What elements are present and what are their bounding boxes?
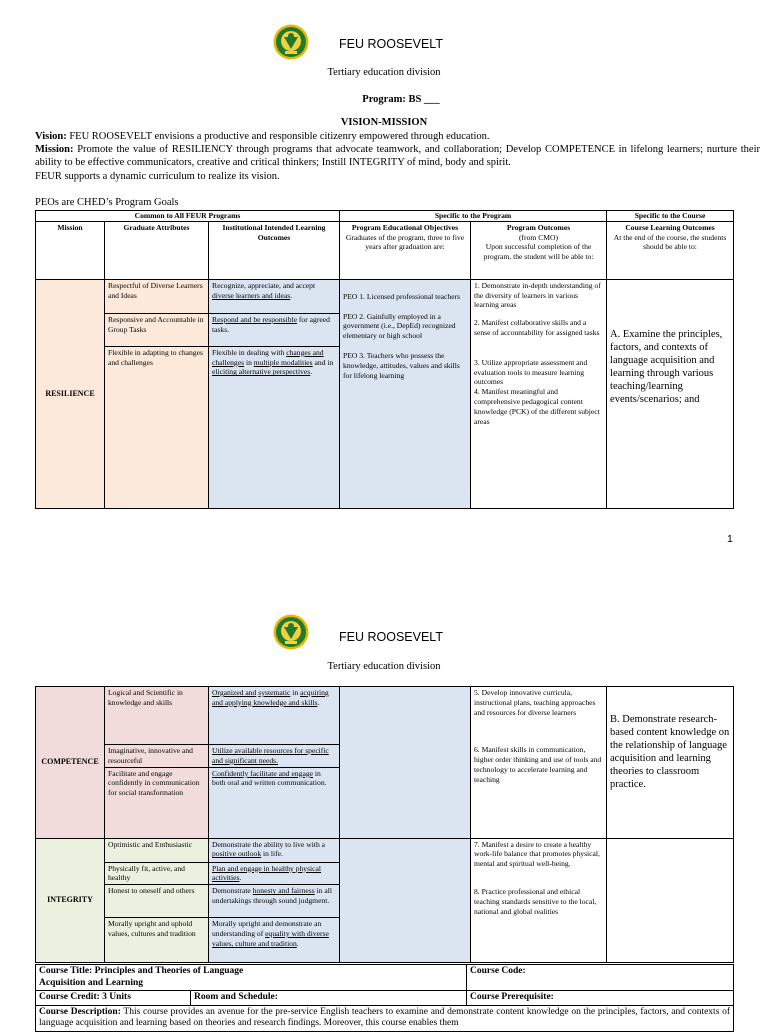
outcomes-table-part1	[35, 210, 734, 509]
ilo-text: Demonstrate the ability to live with a	[212, 839, 326, 849]
vision-text: FEU ROOSEVELT envisions a productive and responsible citizenry empowered through education.	[66, 131, 490, 142]
peo-item: PEO 1. Licensed professional teachers	[343, 291, 461, 301]
ga-cell: Flexible in adapting to changes and challenges	[105, 346, 209, 508]
ilo-keyword: Confidently facilitate and engage	[212, 768, 313, 778]
ilo-text: and in	[312, 357, 334, 367]
ga-cell: Facilitate and engage confidently in communication for social transformation	[105, 767, 209, 838]
vision-label: Vision:	[35, 131, 67, 142]
ilo-cell	[209, 767, 340, 838]
po-item: 6. Manifest skills in communication, higher order thinking and use of tools and technology to accelerate learning and teaching	[474, 745, 602, 784]
col-clo-title: Course Learning Outcomes	[625, 222, 715, 232]
feur-support-text: FEUR supports a dynamic curriculum to realize its vision.	[35, 171, 280, 182]
course-description-text: This course provides an avenue for the pre-service English teachers to examine and demonstrate content knowledge on the principles, factors, and contexts of language acquisition and learning based on theories and research findings. Moreover, this course enables them	[39, 1006, 731, 1028]
ilo-keyword: Organized and	[212, 688, 257, 697]
peo-cell-empty	[340, 687, 471, 839]
ilo-text: in	[244, 357, 254, 367]
po-item: 5. Develop innovative curricula, instructional plans, teaching approaches and resources for diverse learners	[474, 688, 596, 717]
mission-text: Promote the value of RESILIENCY through programs that advocate teamwork, and collaboration; Develop COMPETENCE in lifelong learners; nurture their ability to be effective communicators, creative and critical thinkers; Instill INTEGRITY of mind, body and spirit.	[35, 144, 760, 168]
ilo-keyword: acquiring and applying knowledge and skills	[212, 688, 329, 707]
mission-integrity: INTEGRITY	[36, 838, 105, 963]
po-cell	[471, 279, 607, 508]
col-peo-title: Program Educational Objectives	[351, 222, 459, 232]
ilo-text: Recognize, appreciate, and accept	[212, 280, 316, 290]
ilo-cell	[209, 862, 340, 885]
ilo-keyword: eliciting alternative perspectives	[212, 367, 311, 377]
col-po-title: Program Outcomes	[506, 222, 571, 232]
po-item: 7. Manifest a desire to create a healthy work-life balance that promotes physical, mental and spiritual well-being.	[474, 839, 600, 869]
feu-roosevelt-logo	[273, 614, 309, 650]
vision-paragraph	[35, 130, 760, 143]
program-label: Program: BS ___	[362, 94, 440, 105]
course-info-table	[35, 964, 734, 1032]
course-credit: Course Credit: 3 Units	[36, 991, 191, 1006]
peo-cell-empty	[340, 838, 471, 963]
ilo-text: in all undertakings through sound judgment.	[212, 886, 332, 905]
ilo-text: .	[239, 873, 242, 883]
col-peo-sub: Graduates of the program, three to five years after graduation are:	[345, 232, 465, 252]
course-title: Course Title: Principles and Theories of Language Acquisition and Learning	[36, 965, 467, 991]
ilo-keyword: diverse learners and ideas	[212, 290, 291, 300]
po-item: 3. Utilize appropriate assessment and evaluation tools to measure learning outcomes	[474, 357, 588, 387]
po-cell	[471, 838, 607, 963]
ilo-keyword: systematic	[258, 688, 291, 697]
ga-cell: Responsive and Accountable in Group Tasks	[105, 313, 209, 346]
ilo-keyword: multiple modalities	[253, 357, 313, 367]
ga-cell: Imaginative, innovative and resourceful	[105, 745, 209, 768]
division-name: Tertiary education division	[327, 661, 441, 672]
ilo-cell	[209, 885, 340, 918]
ilo-text: Flexible in dealing with	[212, 347, 287, 357]
ilo-keyword: equality with diverse values, culture and tradition	[212, 928, 329, 948]
ilo-text: .	[310, 367, 313, 377]
ilo-keyword: Utilize available resources for specific and significant needs.	[212, 746, 329, 765]
po-item: 2. Manifest collaborative skills and a sense of accountability for assigned tasks	[474, 318, 600, 337]
ga-cell: Morally upright and uphold values, cultures and tradition	[105, 918, 209, 963]
ga-cell: Optimistic and Enthusiastic	[105, 838, 209, 862]
ilo-cell	[209, 838, 340, 862]
page-number: 1	[727, 533, 733, 545]
mission-competence: COMPETENCE	[36, 687, 105, 839]
ga-cell: Honest to oneself and others	[105, 885, 209, 918]
ilo-text: Morally upright and demonstrate an understanding of	[212, 919, 322, 938]
ilo-cell	[209, 745, 340, 768]
institution-name: FEU ROOSEVELT	[339, 37, 443, 51]
division-name: Tertiary education division	[327, 67, 441, 78]
col-po-sub: Upon successful completion of the program, the student will be able to:	[483, 242, 594, 262]
feu-roosevelt-logo	[273, 24, 309, 60]
ilo-keyword: honesty and fairness	[252, 886, 315, 896]
clo-cell-empty	[607, 838, 734, 963]
ilo-cell	[209, 279, 340, 313]
col-po-from: (from CMO)	[519, 232, 559, 242]
peo-item: PEO 2. Gainfully employed in a government (i.e., DepEd) recognized elementary or high school	[343, 311, 456, 341]
ilo-keyword: positive outlook	[212, 849, 262, 859]
course-description-label: Course Description:	[39, 1006, 121, 1017]
col-clo-sub: At the end of the course, the students should be able to:	[613, 232, 727, 252]
mission-label: Mission:	[35, 144, 74, 155]
ilo-keyword: changes and challenges	[212, 347, 324, 367]
ilo-cell	[209, 687, 340, 745]
mission-paragraph	[35, 143, 760, 169]
institution-name: FEU ROOSEVELT	[339, 630, 443, 644]
course-prerequisite: Course Prerequisite:	[467, 991, 734, 1006]
ilo-keyword: Plan and engage in healthy physical activities	[212, 863, 322, 883]
outcomes-table-part2	[35, 686, 734, 963]
ilo-text: .	[317, 697, 320, 707]
mission-resilience: RESILIENCE	[36, 279, 105, 508]
vision-mission-heading: VISION-MISSION	[340, 117, 428, 128]
ilo-text: in	[290, 688, 301, 697]
group-common-header: Common to All FEUR Programs	[36, 211, 340, 222]
col-peo-header	[340, 221, 471, 279]
group-program-header: Specific to the Program	[340, 211, 607, 222]
clo-cell: A. Examine the principles, factors, and contexts of language acquisition and learning through various teaching/learning events/scenarios; and	[607, 279, 734, 508]
po-item: 4. Manifest meaningful and comprehensive pedagogical content knowledge (PCK) of the different subject areas	[474, 387, 600, 426]
peo-note: PEOs are CHED’s Program Goals	[35, 197, 179, 208]
col-mission-header: Mission	[36, 221, 105, 279]
po-cell	[471, 687, 607, 839]
course-code: Course Code:	[467, 965, 734, 991]
peo-item: PEO 3. Teachers who possess the knowledge, attitudes, values and skills for lifelong learning	[343, 350, 460, 380]
ilo-text: .	[296, 938, 299, 948]
ga-cell: Physically fit, active, and healthy	[105, 862, 209, 885]
ilo-text: Demonstrate	[212, 886, 253, 896]
ilo-cell	[209, 918, 340, 963]
ga-cell: Respectful of Diverse Learners and Ideas	[105, 279, 209, 313]
clo-cell: B. Demonstrate research-based content knowledge on the relationship of language acquisition and learning theories to classroom practice.	[607, 687, 734, 839]
room-schedule: Room and Schedule:	[191, 991, 467, 1006]
po-item: 8. Practice professional and ethical teaching standards sensitive to the local, national and global realities	[474, 886, 597, 916]
ilo-text: for agreed tasks.	[212, 314, 330, 334]
course-description	[36, 1005, 734, 1031]
ilo-cell	[209, 346, 340, 508]
ilo-text: in both oral and written communication.	[212, 768, 327, 788]
col-ilo-header: Institutional Intended Learning Outcomes	[209, 221, 340, 279]
ilo-keyword: Respond and be responsible	[212, 314, 297, 324]
ilo-text: .	[290, 290, 293, 300]
ilo-text: in life.	[261, 849, 283, 859]
po-item: 1. Demonstrate in-depth understanding of the diversity of learners in various learning areas	[474, 280, 601, 310]
col-po-header	[471, 221, 607, 279]
ilo-cell	[209, 313, 340, 346]
col-clo-header	[607, 221, 734, 279]
ga-cell: Logical and Scientific in knowledge and skills	[105, 687, 209, 745]
col-ga-header: Graduate Attributes	[105, 221, 209, 279]
group-course-header: Specific to the Course	[607, 211, 734, 222]
peo-cell	[340, 279, 471, 508]
